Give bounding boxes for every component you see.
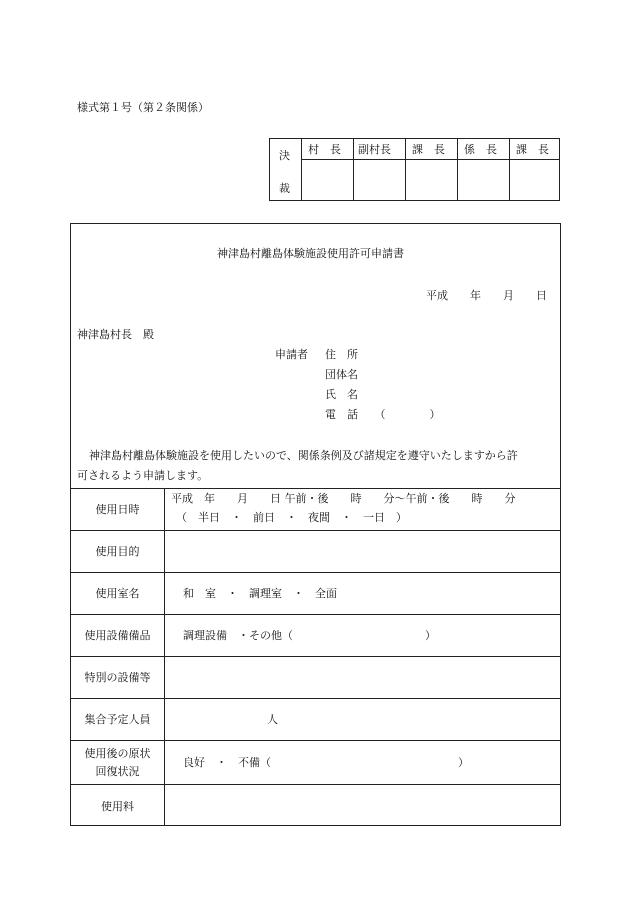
- usage-purpose-label: 使用目的: [95, 545, 140, 558]
- room-options: 和 室 ・ 調理室 ・ 全面: [183, 587, 337, 600]
- statement-line-1: 神津島村離島体験施設を使用したいので、関係条例及び諸規定を遵守いたしますから許: [89, 449, 518, 462]
- usage-duration-options: （ 半日 ・ 前日 ・ 夜間 ・ 一日 ）: [176, 511, 407, 524]
- expected-attendance-label: 集合予定人員: [84, 713, 151, 726]
- equipment-options: 調理設備 ・その他（ ）: [183, 629, 436, 642]
- special-equipment-label: 特別の設備等: [84, 671, 151, 684]
- approval-header-mayor: 村 長: [308, 143, 341, 156]
- restoration-label-line-2: 回復状況: [95, 765, 140, 778]
- approval-side-top: 決: [279, 149, 290, 162]
- application-form-frame: [70, 223, 561, 826]
- approval-header-subsection-chief: 係 長: [464, 143, 497, 156]
- applicant-label: 申請者: [275, 348, 308, 361]
- form-number: 様式第１号（第２条関係）: [77, 101, 209, 114]
- applicant-phone-label: 電 話 （ ）: [325, 408, 441, 421]
- room-name-label: 使用室名: [95, 587, 140, 600]
- statement-line-2: 可されるよう申請します。: [77, 469, 209, 482]
- approval-side-bottom: 裁: [279, 182, 290, 195]
- approval-header-section-chief: 課 長: [412, 143, 445, 156]
- usage-date-value: 平成 年 月 日 午前・後 時 分〜午前・後 時 分: [171, 492, 516, 505]
- restoration-label-line-1: 使用後の原状: [84, 747, 151, 760]
- approval-stamp-box: [269, 138, 560, 201]
- usage-fee-label: 使用料: [101, 800, 134, 813]
- form-title: 神津島村離島体験施設使用許可申請書: [217, 247, 404, 260]
- approval-header-section-chief-2: 課 長: [516, 143, 549, 156]
- approval-header-deputy-mayor: 副村長: [358, 143, 391, 156]
- restoration-options: 良好 ・ 不備（ ）: [183, 756, 469, 769]
- usage-date-label: 使用日時: [95, 503, 140, 516]
- attendance-unit: 人: [267, 713, 278, 726]
- equipment-label: 使用設備備品: [84, 629, 151, 642]
- applicant-group-label: 団体名: [325, 368, 358, 381]
- date-line: 平成 年 月 日: [426, 289, 547, 302]
- applicant-name-label: 氏 名: [325, 388, 358, 401]
- addressee: 神津島村長 殿: [77, 328, 154, 341]
- applicant-address-label: 住 所: [325, 348, 358, 361]
